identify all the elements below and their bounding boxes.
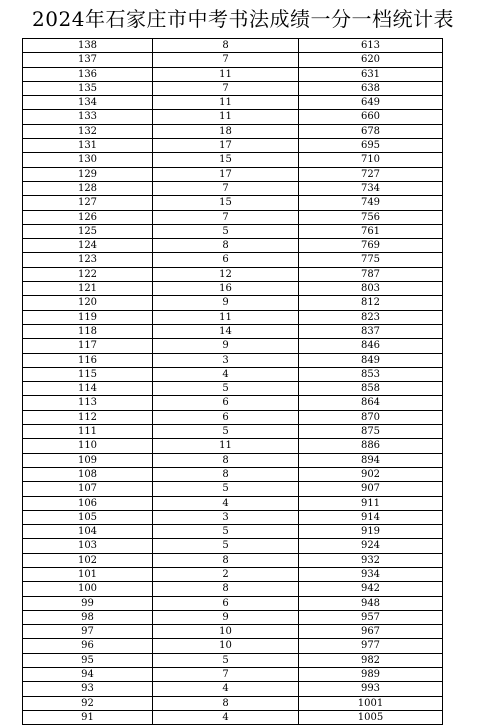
count-cell: 4 bbox=[153, 682, 299, 696]
score-cell: 138 bbox=[23, 39, 153, 53]
score-cell: 127 bbox=[23, 196, 153, 210]
cumulative-cell: 870 bbox=[299, 410, 443, 424]
table-row bbox=[23, 53, 443, 67]
cumulative-cell: 886 bbox=[299, 439, 443, 453]
score-cell: 133 bbox=[23, 110, 153, 124]
table-row bbox=[23, 696, 443, 710]
count-cell: 7 bbox=[153, 668, 299, 682]
table-row bbox=[23, 596, 443, 610]
count-cell: 7 bbox=[153, 81, 299, 95]
count-cell: 3 bbox=[153, 510, 299, 524]
score-cell: 115 bbox=[23, 367, 153, 381]
table-row bbox=[23, 296, 443, 310]
cumulative-cell: 837 bbox=[299, 324, 443, 338]
table-row bbox=[23, 196, 443, 210]
count-cell: 4 bbox=[153, 367, 299, 381]
count-cell: 7 bbox=[153, 210, 299, 224]
score-cell: 105 bbox=[23, 510, 153, 524]
count-cell: 7 bbox=[153, 53, 299, 67]
cumulative-cell: 613 bbox=[299, 39, 443, 53]
count-cell: 17 bbox=[153, 167, 299, 181]
cumulative-cell: 864 bbox=[299, 396, 443, 410]
table-row bbox=[23, 382, 443, 396]
score-cell: 108 bbox=[23, 467, 153, 481]
table-row bbox=[23, 81, 443, 95]
count-cell: 9 bbox=[153, 610, 299, 624]
score-cell: 92 bbox=[23, 696, 153, 710]
score-cell: 130 bbox=[23, 153, 153, 167]
count-cell: 9 bbox=[153, 339, 299, 353]
cumulative-cell: 787 bbox=[299, 267, 443, 281]
count-cell: 5 bbox=[153, 525, 299, 539]
count-cell: 5 bbox=[153, 425, 299, 439]
table-body bbox=[23, 39, 443, 725]
table-row bbox=[23, 339, 443, 353]
cumulative-cell: 695 bbox=[299, 139, 443, 153]
score-cell: 107 bbox=[23, 482, 153, 496]
table-row bbox=[23, 153, 443, 167]
score-cell: 103 bbox=[23, 539, 153, 553]
table-row bbox=[23, 496, 443, 510]
cumulative-cell: 775 bbox=[299, 253, 443, 267]
count-cell: 8 bbox=[153, 453, 299, 467]
table-row bbox=[23, 67, 443, 81]
score-cell: 135 bbox=[23, 81, 153, 95]
count-cell: 11 bbox=[153, 110, 299, 124]
table-row bbox=[23, 610, 443, 624]
cumulative-cell: 924 bbox=[299, 539, 443, 553]
score-cell: 113 bbox=[23, 396, 153, 410]
table-row bbox=[23, 482, 443, 496]
cumulative-cell: 660 bbox=[299, 110, 443, 124]
cumulative-cell: 769 bbox=[299, 239, 443, 253]
count-cell: 17 bbox=[153, 139, 299, 153]
cumulative-cell: 919 bbox=[299, 525, 443, 539]
score-cell: 125 bbox=[23, 224, 153, 238]
score-cell: 93 bbox=[23, 682, 153, 696]
cumulative-cell: 914 bbox=[299, 510, 443, 524]
cumulative-cell: 948 bbox=[299, 596, 443, 610]
score-cell: 91 bbox=[23, 710, 153, 724]
cumulative-cell: 853 bbox=[299, 367, 443, 381]
table-row bbox=[23, 253, 443, 267]
cumulative-cell: 977 bbox=[299, 639, 443, 653]
count-cell: 11 bbox=[153, 67, 299, 81]
score-cell: 124 bbox=[23, 239, 153, 253]
cumulative-cell: 734 bbox=[299, 181, 443, 195]
score-cell: 123 bbox=[23, 253, 153, 267]
score-cell: 102 bbox=[23, 553, 153, 567]
count-cell: 16 bbox=[153, 282, 299, 296]
cumulative-cell: 967 bbox=[299, 625, 443, 639]
count-cell: 8 bbox=[153, 582, 299, 596]
table-row bbox=[23, 110, 443, 124]
table-row bbox=[23, 625, 443, 639]
score-cell: 128 bbox=[23, 181, 153, 195]
score-cell: 122 bbox=[23, 267, 153, 281]
count-cell: 3 bbox=[153, 353, 299, 367]
cumulative-cell: 849 bbox=[299, 353, 443, 367]
score-cell: 95 bbox=[23, 653, 153, 667]
table-row bbox=[23, 467, 443, 481]
count-cell: 6 bbox=[153, 410, 299, 424]
count-cell: 4 bbox=[153, 710, 299, 724]
table-row bbox=[23, 96, 443, 110]
table-row bbox=[23, 668, 443, 682]
table-row bbox=[23, 396, 443, 410]
cumulative-cell: 875 bbox=[299, 425, 443, 439]
table-row bbox=[23, 553, 443, 567]
cumulative-cell: 749 bbox=[299, 196, 443, 210]
table-row bbox=[23, 453, 443, 467]
count-cell: 2 bbox=[153, 567, 299, 581]
cumulative-cell: 761 bbox=[299, 224, 443, 238]
score-cell: 132 bbox=[23, 124, 153, 138]
score-cell: 118 bbox=[23, 324, 153, 338]
count-cell: 12 bbox=[153, 267, 299, 281]
table-row bbox=[23, 525, 443, 539]
count-cell: 8 bbox=[153, 39, 299, 53]
table-row bbox=[23, 39, 443, 53]
cumulative-cell: 957 bbox=[299, 610, 443, 624]
score-cell: 112 bbox=[23, 410, 153, 424]
count-cell: 7 bbox=[153, 181, 299, 195]
cumulative-cell: 678 bbox=[299, 124, 443, 138]
count-cell: 18 bbox=[153, 124, 299, 138]
score-cell: 119 bbox=[23, 310, 153, 324]
score-cell: 117 bbox=[23, 339, 153, 353]
count-cell: 10 bbox=[153, 625, 299, 639]
table-row bbox=[23, 239, 443, 253]
table-row bbox=[23, 353, 443, 367]
table-row bbox=[23, 310, 443, 324]
count-cell: 8 bbox=[153, 467, 299, 481]
cumulative-cell: 934 bbox=[299, 567, 443, 581]
score-cell: 104 bbox=[23, 525, 153, 539]
cumulative-cell: 649 bbox=[299, 96, 443, 110]
count-cell: 15 bbox=[153, 153, 299, 167]
table-row bbox=[23, 582, 443, 596]
count-cell: 11 bbox=[153, 96, 299, 110]
table-row bbox=[23, 282, 443, 296]
cumulative-cell: 932 bbox=[299, 553, 443, 567]
table-row bbox=[23, 539, 443, 553]
score-cell: 137 bbox=[23, 53, 153, 67]
table-row bbox=[23, 367, 443, 381]
table-row bbox=[23, 567, 443, 581]
table-row bbox=[23, 181, 443, 195]
cumulative-cell: 1005 bbox=[299, 710, 443, 724]
cumulative-cell: 710 bbox=[299, 153, 443, 167]
score-cell: 126 bbox=[23, 210, 153, 224]
cumulative-cell: 911 bbox=[299, 496, 443, 510]
score-cell: 99 bbox=[23, 596, 153, 610]
cumulative-cell: 620 bbox=[299, 53, 443, 67]
count-cell: 8 bbox=[153, 239, 299, 253]
cumulative-cell: 631 bbox=[299, 67, 443, 81]
count-cell: 5 bbox=[153, 482, 299, 496]
table-row bbox=[23, 439, 443, 453]
cumulative-cell: 993 bbox=[299, 682, 443, 696]
table-row bbox=[23, 167, 443, 181]
score-cell: 134 bbox=[23, 96, 153, 110]
score-cell: 131 bbox=[23, 139, 153, 153]
count-cell: 5 bbox=[153, 382, 299, 396]
cumulative-cell: 756 bbox=[299, 210, 443, 224]
table-row bbox=[23, 710, 443, 724]
score-cell: 136 bbox=[23, 67, 153, 81]
table-row bbox=[23, 639, 443, 653]
table-row bbox=[23, 267, 443, 281]
score-cell: 97 bbox=[23, 625, 153, 639]
table-row bbox=[23, 139, 443, 153]
count-cell: 6 bbox=[153, 396, 299, 410]
score-cell: 121 bbox=[23, 282, 153, 296]
count-cell: 15 bbox=[153, 196, 299, 210]
cumulative-cell: 846 bbox=[299, 339, 443, 353]
cumulative-cell: 638 bbox=[299, 81, 443, 95]
table-row bbox=[23, 410, 443, 424]
count-cell: 8 bbox=[153, 696, 299, 710]
count-cell: 5 bbox=[153, 653, 299, 667]
table-row bbox=[23, 510, 443, 524]
score-cell: 94 bbox=[23, 668, 153, 682]
score-cell: 129 bbox=[23, 167, 153, 181]
count-cell: 14 bbox=[153, 324, 299, 338]
count-cell: 8 bbox=[153, 553, 299, 567]
count-cell: 11 bbox=[153, 439, 299, 453]
table-row bbox=[23, 210, 443, 224]
count-cell: 6 bbox=[153, 253, 299, 267]
cumulative-cell: 942 bbox=[299, 582, 443, 596]
count-cell: 11 bbox=[153, 310, 299, 324]
page-title: 2024年石家庄市中考书法成绩一分一档统计表 bbox=[32, 7, 454, 31]
cumulative-cell: 858 bbox=[299, 382, 443, 396]
table-row bbox=[23, 224, 443, 238]
cumulative-cell: 894 bbox=[299, 453, 443, 467]
count-cell: 9 bbox=[153, 296, 299, 310]
score-cell: 120 bbox=[23, 296, 153, 310]
score-cell: 110 bbox=[23, 439, 153, 453]
cumulative-cell: 812 bbox=[299, 296, 443, 310]
score-cell: 106 bbox=[23, 496, 153, 510]
score-cell: 100 bbox=[23, 582, 153, 596]
score-cell: 96 bbox=[23, 639, 153, 653]
score-cell: 116 bbox=[23, 353, 153, 367]
table-row bbox=[23, 682, 443, 696]
cumulative-cell: 989 bbox=[299, 668, 443, 682]
table-row bbox=[23, 324, 443, 338]
cumulative-cell: 1001 bbox=[299, 696, 443, 710]
cumulative-cell: 823 bbox=[299, 310, 443, 324]
score-cell: 114 bbox=[23, 382, 153, 396]
score-distribution-table bbox=[22, 38, 443, 725]
table-row bbox=[23, 425, 443, 439]
count-cell: 10 bbox=[153, 639, 299, 653]
table-row bbox=[23, 653, 443, 667]
cumulative-cell: 902 bbox=[299, 467, 443, 481]
count-cell: 5 bbox=[153, 539, 299, 553]
count-cell: 5 bbox=[153, 224, 299, 238]
cumulative-cell: 982 bbox=[299, 653, 443, 667]
score-cell: 111 bbox=[23, 425, 153, 439]
count-cell: 6 bbox=[153, 596, 299, 610]
cumulative-cell: 907 bbox=[299, 482, 443, 496]
table-row bbox=[23, 124, 443, 138]
cumulative-cell: 803 bbox=[299, 282, 443, 296]
count-cell: 4 bbox=[153, 496, 299, 510]
score-cell: 101 bbox=[23, 567, 153, 581]
score-cell: 98 bbox=[23, 610, 153, 624]
cumulative-cell: 727 bbox=[299, 167, 443, 181]
score-cell: 109 bbox=[23, 453, 153, 467]
